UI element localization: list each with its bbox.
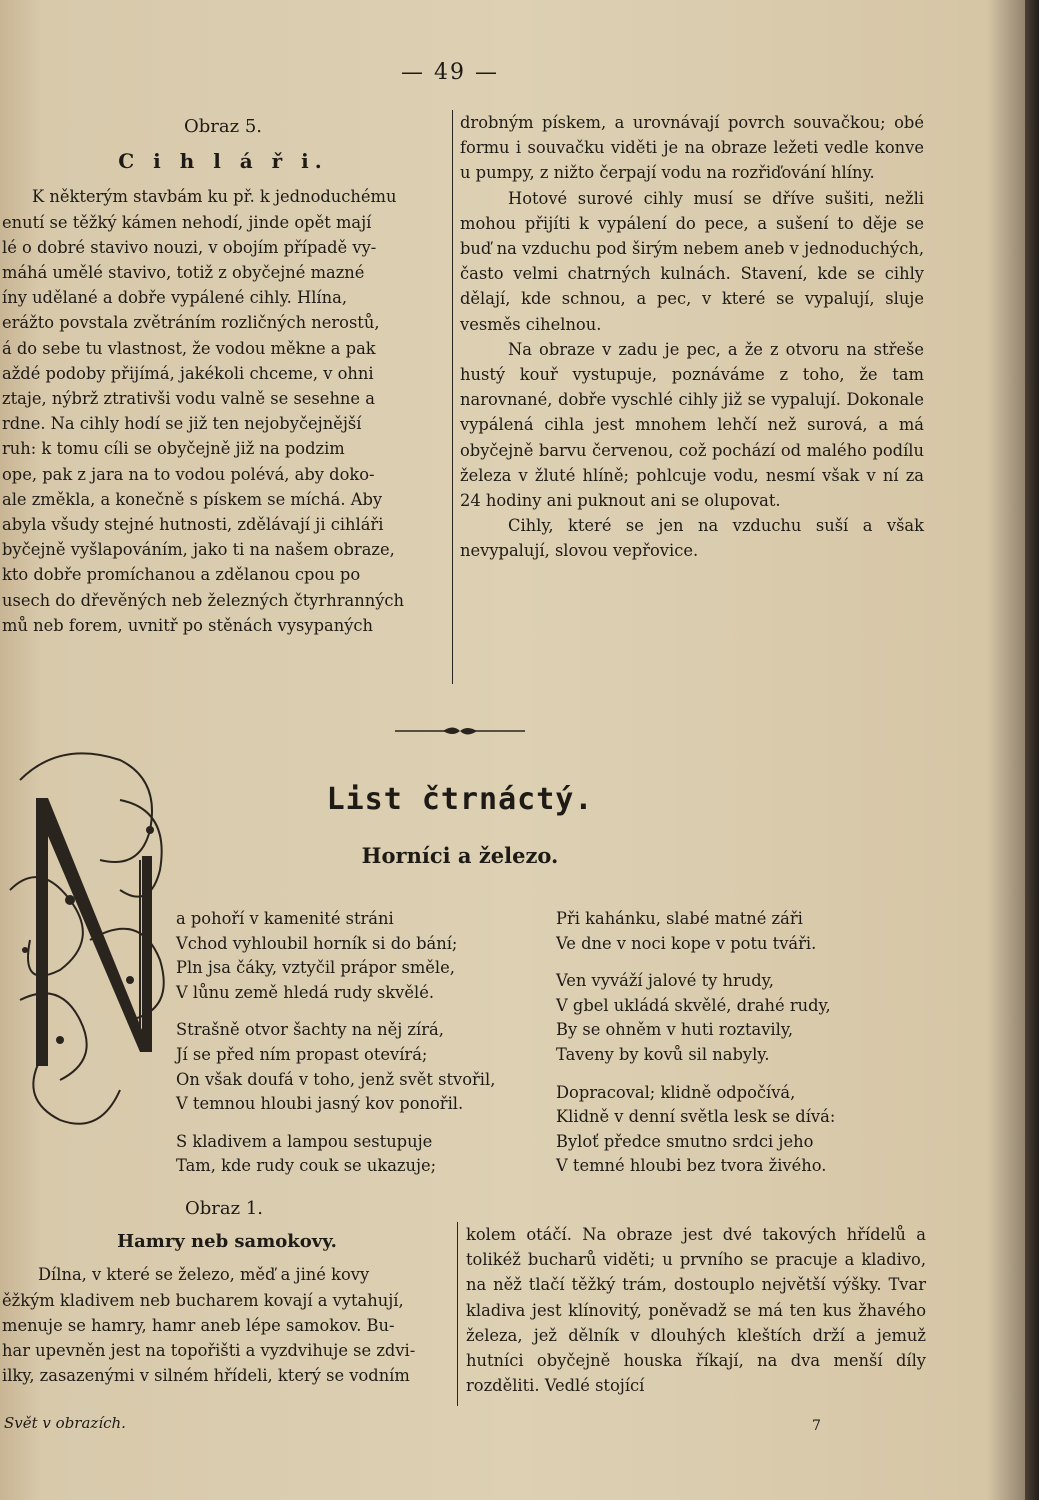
section-title: C i h l á ř i. <box>118 149 328 174</box>
poem-line: On však doufá v toho, jenž svět stvořil, <box>176 1069 496 1089</box>
text-line: rdne. Na cihly hodí se již ten nejobyčejnější <box>2 414 362 434</box>
ornament-divider <box>395 724 525 738</box>
text-line: máhá umělé stavivo, totiž z obyčejné mazné <box>2 263 365 283</box>
decorative-initial-n <box>0 740 190 1160</box>
poem-line: Pln jsa čáky, vztyčil prápor směle, <box>176 958 455 978</box>
paragraph: Cihly, které se jen na vzduchu suší a však nevypalují, slovou vepřovice. <box>460 516 924 561</box>
poem-line: Jí se před ním propast otevírá; <box>176 1044 428 1064</box>
text-line: har upevněn jest na topořišti a vyzdvihuje se zdvi- <box>2 1341 416 1361</box>
section-label: Obraz 5. <box>184 116 262 137</box>
poem-stanza <box>176 1018 495 1116</box>
poem-line: Ve dne v noci kope v potu tváři. <box>556 933 817 953</box>
text-line: ěžkým kladivem neb bucharem kovají a vytahují, <box>2 1290 404 1310</box>
column-divider-top <box>452 110 453 684</box>
section-title: Hamry neb samokovy. <box>117 1231 337 1253</box>
poem-line: V temnou hloubi jasný kov ponořil. <box>176 1094 464 1114</box>
poem-right-column <box>556 907 835 1192</box>
text-line: lé o dobré stavivo nouzi, v obojím případě vy- <box>2 237 377 257</box>
paragraph: Na obraze v zadu je pec, a že z otvoru na střeše hustý kouř vystupuje, poznáváme z toho, že tam narovnané, dobře vyschlé cihly již se vypalují. Dokonale vypálená cihla jest mnohem lehčí než surová, a má obyčejně barvu červenou, což pochází od malého podílu železa v žluté hlíně; pohlcuje vodu, nesmí však v ní za 24 hodiny ani puknout ani se olupovat. <box>460 339 924 511</box>
left-bottom-column <box>2 1196 452 1388</box>
text-line: K některým stavbám ku př. k jednoduchému <box>32 187 397 207</box>
text-line: menuje se hamry, hamr aneb lépe samokov. Bu- <box>2 1315 395 1335</box>
poem-line: Byloť předce smutno srdci jeho <box>556 1131 814 1151</box>
poem-line: S kladivem a lampou sestupuje <box>176 1131 433 1151</box>
right-bottom-column <box>466 1222 926 1398</box>
text-line: ilky, zasazenými v silném hřídeli, který se vodním <box>2 1366 410 1386</box>
left-bottom-lines <box>2 1262 452 1388</box>
column-divider-bottom <box>457 1222 458 1406</box>
page-number: — 49 — <box>401 60 499 85</box>
poem-line: Ven vyváží jalové ty hrudy, <box>556 971 774 991</box>
text-line: byčejně vyšlapováním, jako ti na našem obraze, <box>2 540 395 560</box>
chapter-title: List čtrnáctý. <box>326 782 594 817</box>
poem-stanza <box>176 1130 495 1179</box>
left-top-column <box>2 114 444 638</box>
paragraph: kolem otáčí. Na obraze jest dvé takových hřídelů a tolikéž bucharů viděti; u prvního se pracuje a kladivo, na něž tlačí těžký trám, dostouplo největší výšky. Tvar kladiva jest klínovitý, poněvadž se má ten kus žhavého železa, jež dělník v dlouhých kleštích drží a jemuž hutníci obyčejně houska říkají, na dva menší díly rozděliti. Vedlé stojící <box>466 1225 926 1396</box>
poem-line: V gbel ukládá skvělé, drahé rudy, <box>556 995 831 1015</box>
poem-line: Strašně otvor šachty na něj zírá, <box>176 1020 444 1040</box>
text-line: íny udělané a dobře vypálené cihly. Hlína, <box>2 288 347 308</box>
footer-signature: 7 <box>812 1418 821 1434</box>
poem-line: a pohoří v kamenité stráni <box>176 909 394 928</box>
poem-line: V temné hloubi bez tvora živého. <box>556 1156 827 1176</box>
text-line: erážto povstala zvětráním rozličných nerostů, <box>2 313 380 333</box>
poem-line: Tam, kde rudy couk se ukazuje; <box>176 1156 437 1176</box>
poem-stanza <box>556 907 835 956</box>
text-line: ruh: k tomu cíli se obyčejně již na podzim <box>2 439 345 459</box>
text-line: abyla všudy stejné hutnosti, zdělávají ji cihláři <box>2 515 384 535</box>
footer-book-title: Svět v obrazích. <box>4 1414 126 1432</box>
text-line: Dílna, v které se železo, měď a jiné kovy <box>38 1265 370 1285</box>
text-line: usech do dřevěných neb železných čtyrhranných <box>2 590 404 610</box>
text-line: aždé podoby přijímá, jakékoli chceme, v ohni <box>2 363 374 383</box>
left-top-lines <box>2 184 444 638</box>
right-top-column <box>460 110 924 564</box>
section-label: Obraz 1. <box>185 1198 263 1219</box>
text-line: kto dobře promíchanou a zdělanou cpou po <box>2 565 361 585</box>
text-line: ztaje, nýbrž ztrativši vodu valně se sesehne a <box>2 389 375 409</box>
poem-stanza <box>556 969 835 1067</box>
poem-line: By se ohněm v huti roztavily, <box>556 1020 794 1040</box>
poem-line: Vchod vyhloubil horník si do bání; <box>176 933 458 953</box>
poem-line: V lůnu země hledá rudy skvělé. <box>176 982 435 1002</box>
poem-line: Dopracoval; klidně odpočívá, <box>556 1082 796 1102</box>
text-line: mů neb forem, uvnitř po stěnách vysypaných <box>2 615 374 635</box>
poem-line: Klidně v denní světla lesk se dívá: <box>556 1107 836 1127</box>
poem-line: Při kahánku, slabé matné záři <box>556 909 803 928</box>
text-line: á do sebe tu vlastnost, že vodou měkne a pak <box>2 338 376 358</box>
poem-left-column <box>176 907 495 1192</box>
chapter-subtitle: Horníci a železo. <box>361 843 559 868</box>
text-line: enutí se těžký kámen nehodí, jinde opět mají <box>2 212 372 232</box>
poem-stanza <box>556 1081 835 1179</box>
paragraph: Hotové surové cihly musí se dříve sušiti, nežli mohou přijíti k vypálení do pece, a sušení to děje se buď na vzduchu pod širým nebem aneb v jednoduchých, často velmi chatrných kulnách. Stavení, kde se cihly dělají, kde schnou, a pec, v které se vypalují, sluje vesměs cihelnou. <box>460 188 924 334</box>
page-edge-shadow <box>1025 0 1039 1500</box>
paragraph: drobným pískem, a urovnávají povrch souvačkou; obé formu i souvačku viděti je na obraze ležeti vedle konve u pumpy, z nižto čerpají vodu na rozřiďování hlíny. <box>460 113 924 183</box>
poem-line: Taveny by kovů sil nabyly. <box>556 1044 770 1064</box>
poem-stanza <box>176 907 495 1005</box>
text-line: ale změkla, a konečně s pískem se míchá. Aby <box>2 489 383 509</box>
text-line: ope, pak z jara na to vodou polévá, aby doko- <box>2 464 375 484</box>
